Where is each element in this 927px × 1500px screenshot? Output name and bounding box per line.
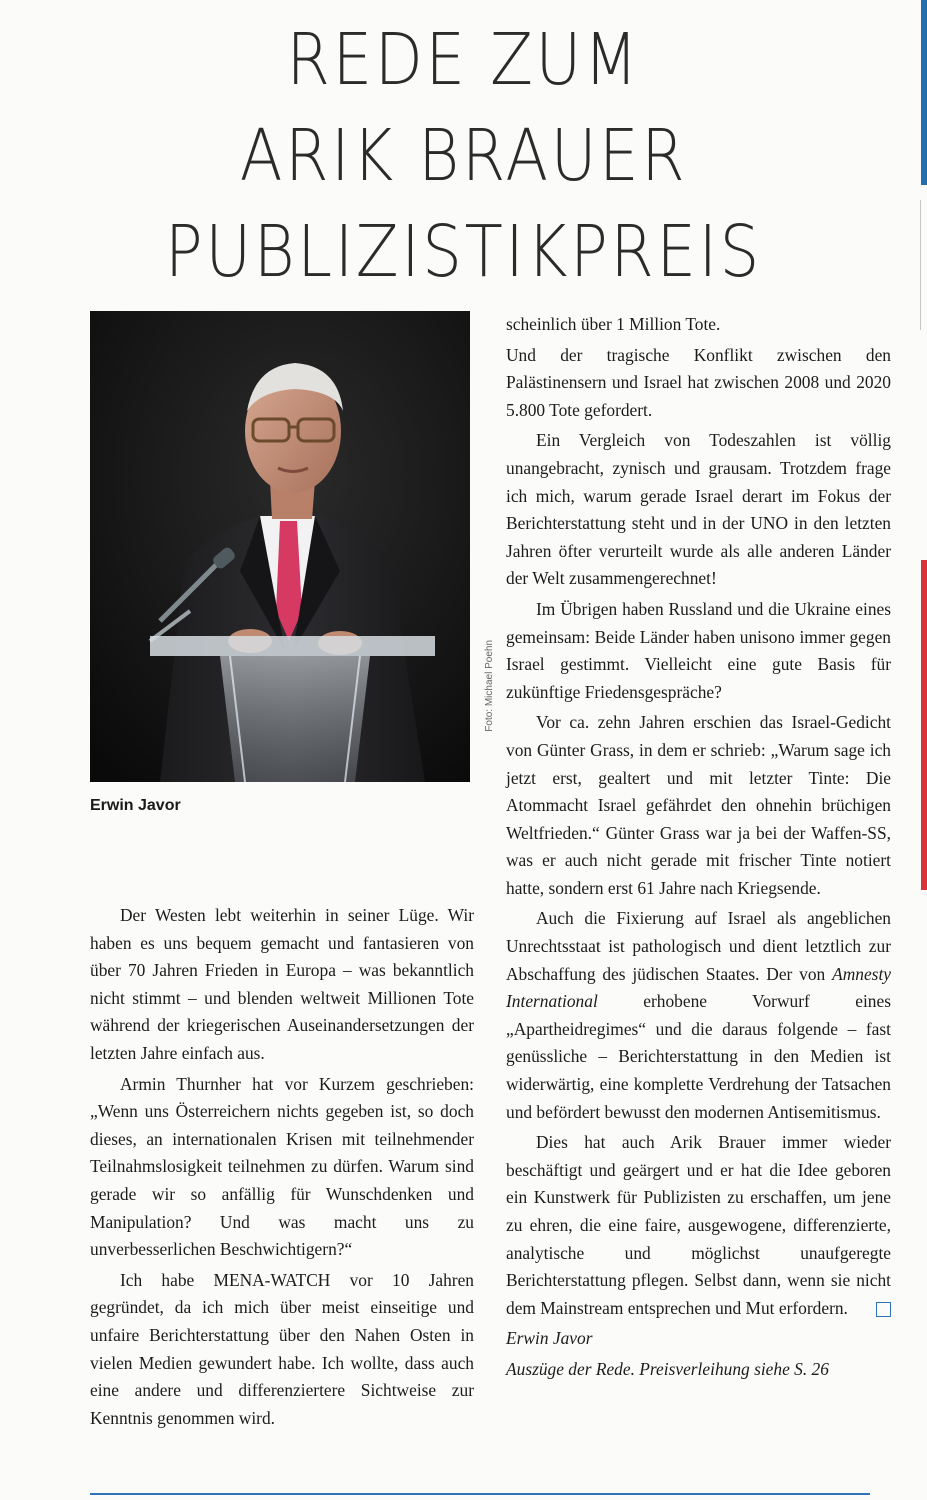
speaker-photo [90, 311, 470, 782]
text-column-left [90, 902, 474, 1432]
photo-credit-text: Foto: Michael Poehn [484, 640, 495, 732]
text-span: erhobene Vorwurf eines „Apartheidregimes“ und die daraus folgende – fast genüssliche – Berichterstattung in den Medien ist widerwärtig, eine komplette Verdrehung der Tatsachen und befördert bewusst den modernen Antisemitismus. [506, 991, 891, 1122]
paragraph-continuation: scheinlich über 1 Million Tote. [506, 314, 721, 334]
text-span: Auch die Fixierung auf Israel als angeblichen Unrechtsstaat ist pathologisch und dient letztlich zur Abschaffung des jüdischen Staates. Der von [506, 908, 891, 984]
end-of-article-icon [876, 1302, 891, 1317]
paragraph: Im Übrigen haben Russland und die Ukraine eines gemeinsam: Beide Länder haben unisono immer gegen Israel gestimmt. Vielleicht eine gute Basis für zukünftige Friedensgespräche? [506, 598, 891, 702]
bottom-rule [90, 1493, 870, 1495]
paragraph: Vor ca. zehn Jahren erschien das Israel-Gedicht von Günter Grass, in dem er schrieb: „Warum sage ich jetzt erst, gealtert und mit letzter Tinte: Die Atommacht Israel gefährdet den ohnehin brüchigen Weltfrieden.“ Günter Grass war ja bei der Waffen-SS, was er auch nicht gerade mit frischer Tinte notiert hatte, sondern erst 61 Jahre nach Kriegsende. [506, 712, 891, 898]
text-span: Dies hat auch Arik Brauer immer wieder beschäftigt und geärgert und er hat die Idee geboren ein Kunstwerk für Publizisten zu erschaffen, um jene zu ehren, die eine faire, ausgewogene, differenzierte, analytische und möglichst unaufgeregte Berichterstattung pflegen. Selbst dann, wenn sie nicht dem Mainstream entsprechen und Mut erfordern. [506, 1132, 891, 1318]
organisation-name: Amnesty International [506, 963, 891, 1012]
title-line-1: REDE ZUM [286, 18, 641, 101]
paragraph: Der Westen lebt weiterhin in seiner Lüge. Wir haben es uns bequem gemacht und fantasieren von über 70 Jahren Frieden in Europa – was bekanntlich nicht stimmt – und blenden weltweit Millionen Tote während der kriegerischen Auseinandersetzungen der letzten Jahre einfach aus. [90, 905, 474, 1063]
edge-color-tab-red [921, 560, 927, 890]
text-column-right [506, 311, 891, 1384]
article-note: Auszüge der Rede. Preisverleihung siehe S. 26 [506, 1358, 829, 1379]
title-line-2: ARIK BRAUER [239, 114, 688, 197]
paragraph [506, 905, 891, 1126]
paragraph: Und der tragische Konflikt zwischen den Palästinensern und Israel hat zwischen 2008 und 2020 5.800 Tote gefordert. [506, 344, 891, 420]
article-title [0, 12, 927, 300]
photo-caption: Erwin Javor [90, 797, 181, 814]
paragraph: Ein Vergleich von Todeszahlen ist völlig unangebracht, zynisch und grausam. Trotzdem frage ich mich, warum gerade Israel derart im Fokus der Berichterstattung steht und in der UNO in den letzten Jahren öfter verurteilt wurde als alle anderen Länder der Welt zusammengerechnet! [506, 430, 891, 589]
paragraph [506, 1129, 891, 1322]
paragraph: Ich habe MENA-WATCH vor 10 Jahren gegründet, da ich mich über meist einseitige und unfaire Berichterstattung über den Nahen Osten in vielen Medien gewundert habe. Ich wollte, dass auch eine andere und differenziertere Sichtweise zur Kenntnis genommen wird. [90, 1269, 474, 1428]
title-line-3: PUBLIZISTIKPREIS [165, 210, 762, 293]
paragraph: Armin Thurnher hat vor Kurzem geschrieben: „Wenn uns Österreichern nichts gegeben ist, so doch dieses, an internationalen Krisen mit teilnehmender Teilnahmslosigkeit teilnehmen zu dürfen. Warum sind gerade wir so anfällig für Wunschdenken und Manipulation? Und was macht uns zu unverbesserlichen Beschwichtigern?“ [90, 1073, 474, 1260]
author-signature: Erwin Javor [506, 1328, 593, 1349]
